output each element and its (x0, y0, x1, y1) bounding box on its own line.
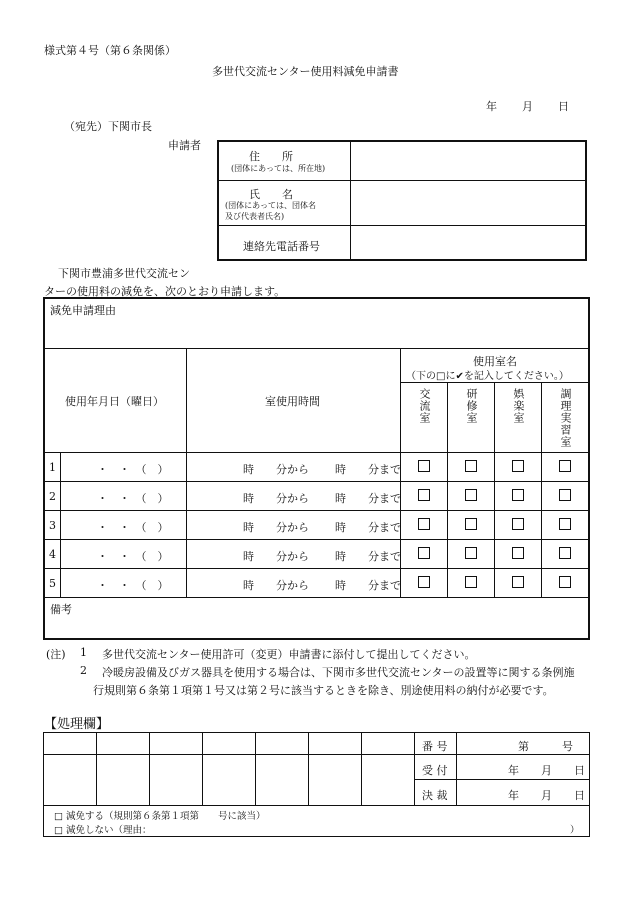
row-time-from[interactable]: 時 分から (243, 521, 309, 534)
rooms-header: 使用室名 (473, 355, 517, 368)
row-time-to[interactable]: 時 分まで (335, 492, 401, 505)
name-note-1: (団体にあっては、団体名 (225, 201, 317, 210)
decision-date: 年 月 日 (508, 789, 585, 802)
room-label-goraku: 娯楽室 (512, 388, 525, 424)
row-time-from[interactable]: 時 分から (243, 550, 309, 563)
decision-label: 決 裁 (422, 789, 448, 802)
row-time-from[interactable]: 時 分から (243, 463, 309, 476)
reason-label: 減免申請理由 (50, 304, 116, 317)
name-label: 氏 名 (249, 188, 293, 201)
room-checkbox-koryu[interactable] (418, 460, 430, 472)
remarks-field[interactable] (49, 615, 584, 637)
note-1-number: 1 (80, 646, 87, 659)
row-number: 4 (49, 548, 56, 561)
room-checkbox-kenshu[interactable] (465, 518, 477, 530)
address-note: (団体にあっては、所在地) (231, 164, 326, 173)
address-field[interactable] (352, 143, 582, 178)
row-date[interactable]: ・ ・ （ ） (97, 463, 169, 476)
row-time-to[interactable]: 時 分まで (335, 550, 401, 563)
name-field[interactable] (352, 182, 582, 223)
name-note-2: 及び代表者氏名) (225, 212, 285, 221)
note-2-line-2: 行規則第６条第１項第１号又は第２号に該当するときを除き、別途使用料の納付が必要です。 (93, 684, 554, 697)
option-deny-close: ） (570, 825, 580, 836)
row-date[interactable]: ・ ・ （ ） (97, 550, 169, 563)
date-header: 使用年月日（曜日） (65, 395, 164, 408)
room-checkbox-chori[interactable] (559, 547, 571, 559)
room-checkbox-chori[interactable] (559, 489, 571, 501)
date-month-label: 月 (522, 100, 533, 113)
row-date[interactable]: ・ ・ （ ） (97, 579, 169, 592)
addressee: （宛先）下関市長 (64, 120, 152, 133)
room-label-kenshu: 研修室 (465, 388, 478, 424)
room-checkbox-chori[interactable] (559, 576, 571, 588)
receipt-label: 受 付 (422, 764, 448, 777)
row-date[interactable]: ・ ・ （ ） (97, 492, 169, 505)
room-checkbox-goraku[interactable] (512, 576, 524, 588)
receipt-date: 年 月 日 (508, 764, 585, 777)
note-1: 多世代交流センター使用許可（変更）申請書に添付して提出してください。 (102, 648, 476, 661)
room-checkbox-kenshu[interactable] (465, 576, 477, 588)
room-checkbox-koryu[interactable] (418, 547, 430, 559)
page-title: 多世代交流センター使用料減免申請書 (212, 65, 399, 78)
address-label: 住 所 (249, 150, 293, 163)
applicant-table (217, 140, 587, 261)
usage-table (43, 297, 590, 640)
form-number: 様式第４号（第６条関係） (44, 44, 176, 57)
date-year-label: 年 (486, 100, 497, 113)
date-day-label: 日 (558, 100, 569, 113)
room-checkbox-chori[interactable] (559, 460, 571, 472)
row-number: 5 (49, 577, 56, 590)
room-checkbox-chori[interactable] (559, 518, 571, 530)
row-time-to[interactable]: 時 分まで (335, 521, 401, 534)
intro-line-2: ターの使用料の減免を、次のとおり申請します。 (44, 285, 286, 298)
row-number: 2 (49, 490, 56, 503)
row-time-to[interactable]: 時 分まで (335, 463, 401, 476)
room-checkbox-koryu[interactable] (418, 518, 430, 530)
row-time-from[interactable]: 時 分から (243, 579, 309, 592)
remarks-label: 備考 (50, 603, 72, 616)
applicant-label: 申請者 (168, 139, 201, 152)
phone-field[interactable] (352, 227, 582, 258)
room-checkbox-goraku[interactable] (512, 489, 524, 501)
row-date[interactable]: ・ ・ （ ） (97, 521, 169, 534)
time-header: 室使用時間 (265, 395, 320, 408)
room-checkbox-goraku[interactable] (512, 547, 524, 559)
row-time-from[interactable]: 時 分から (243, 492, 309, 505)
room-label-chori: 調理実習室 (559, 388, 572, 448)
row-number: 3 (49, 519, 56, 532)
rooms-note: （下の□に✔を記入してください。） (406, 371, 569, 382)
room-checkbox-kenshu[interactable] (465, 547, 477, 559)
room-checkbox-koryu[interactable] (418, 489, 430, 501)
notes-prefix: (注) (46, 648, 66, 661)
room-checkbox-goraku[interactable] (512, 460, 524, 472)
row-number: 1 (49, 461, 56, 474)
room-checkbox-kenshu[interactable] (465, 460, 477, 472)
processing-table (43, 732, 590, 837)
row-time-to[interactable]: 時 分まで (335, 579, 401, 592)
option-approve[interactable]: □ 減免する（規則第６条第１項第 号に該当） (54, 811, 266, 822)
number-value: 第 号 (518, 740, 573, 753)
reason-field[interactable] (49, 317, 584, 345)
intro-line-1: 下関市豊浦多世代交流セン (58, 267, 190, 280)
phone-label: 連絡先電話番号 (243, 240, 320, 253)
note-2-line-1: 冷暖房設備及びガス器具を使用する場合は、下関市多世代交流センターの設置等に関する条例施 (102, 666, 575, 679)
number-label: 番 号 (422, 740, 448, 753)
room-checkbox-goraku[interactable] (512, 518, 524, 530)
room-checkbox-koryu[interactable] (418, 576, 430, 588)
note-2-number: 2 (80, 664, 87, 677)
option-deny[interactable]: □ 減免しない（理由： (54, 825, 152, 836)
room-label-koryu: 交流室 (418, 388, 431, 424)
room-checkbox-kenshu[interactable] (465, 489, 477, 501)
processing-title: 【処理欄】 (44, 717, 110, 732)
